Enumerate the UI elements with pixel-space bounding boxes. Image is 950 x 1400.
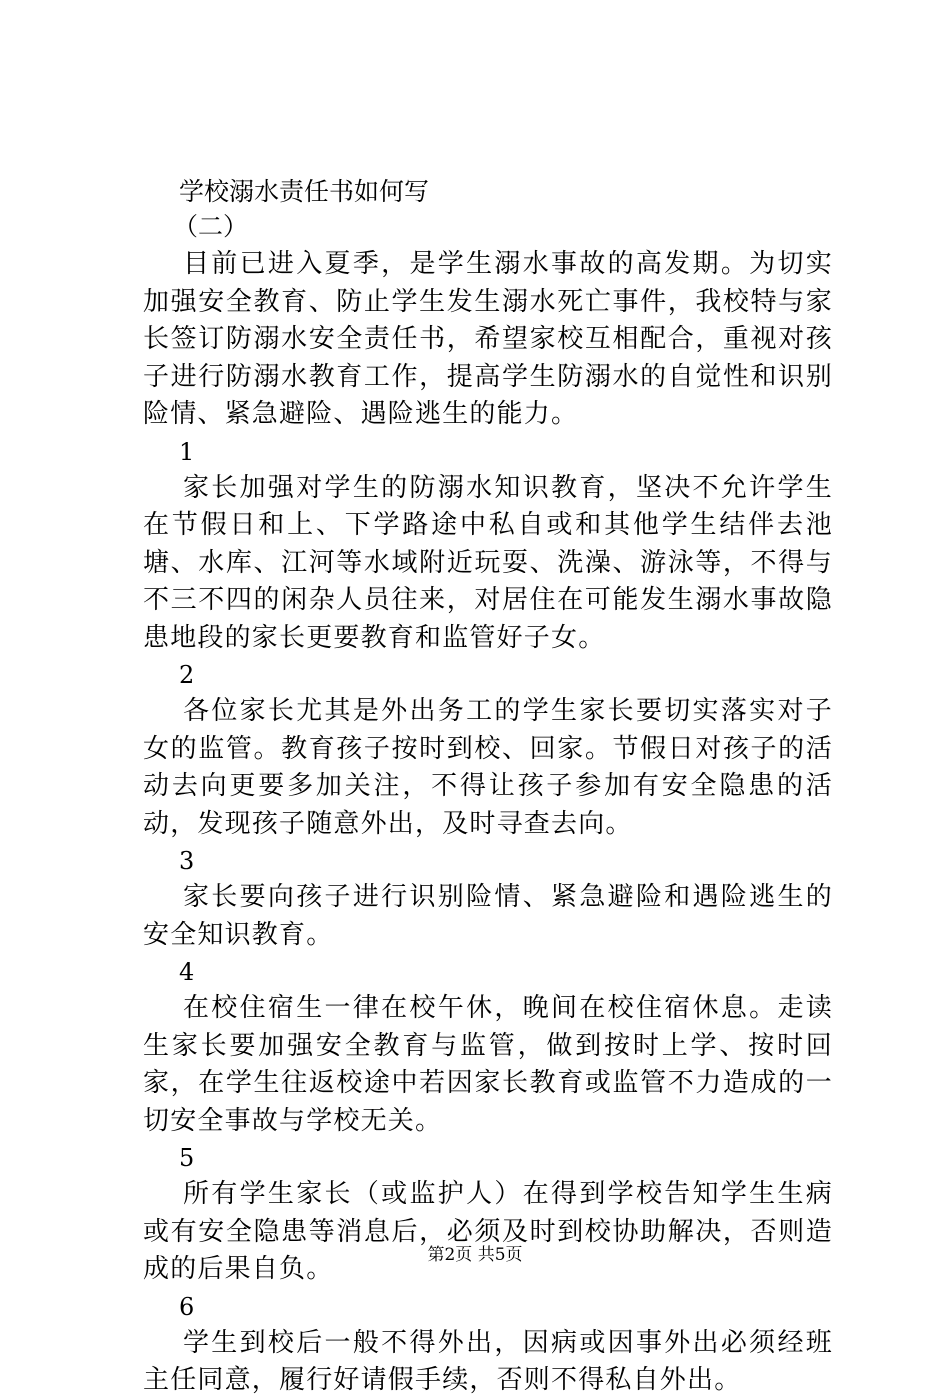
- item-paragraph: 家长要向孩子进行识别险情、紧急避险和遇险逃生的安全知识教育。: [143, 882, 833, 950]
- item-number: 3: [179, 847, 195, 875]
- item-paragraph: 各位家长尤其是外出务工的学生家长要切实落实对子女的监管。教育孩子按时到校、回家。节假日对孩子的活动去向更要多加关注，不得让孩子参加有安全隐患的活动，发现孩子随意外出，及时寻查去向。: [143, 696, 833, 839]
- item-paragraph: 学生到校后一般不得外出，因病或因事外出必须经班主任同意，履行好请假手续，否则不得私自外出。: [143, 1327, 833, 1395]
- item-number: 5: [179, 1144, 195, 1172]
- page-footer: 第2页 共5页: [427, 1245, 523, 1265]
- item-paragraph: 家长加强对学生的防溺水知识教育，坚决不允许学生在节假日和上、下学路途中私自或和其他学生结伴去池塘、水库、江河等水域附近玩耍、洗澡、游泳等，不得与不三不四的闲杂人员往来，对居住在可能发生溺水事故隐患地段的家长更要教育和监管好子女。: [143, 472, 833, 653]
- document-body: [143, 172, 833, 1400]
- item-number: 6: [179, 1292, 195, 1321]
- item-number: 4: [179, 958, 195, 986]
- item-paragraph: 所有学生家长（或监护人）在得到学校告知学生生病或有安全隐患等消息后，必须及时到校协助解决，否则造成的后果自负。: [143, 1179, 833, 1284]
- intro-paragraph: 目前已进入夏季，是学生溺水事故的高发期。为切实加强安全教育、防止学生发生溺水死亡事件，我校特与家长签订防溺水安全责任书，希望家校互相配合，重视对孩子进行防溺水教育工作，提高学生防溺水的自觉性和识别险情、紧急避险、遇险逃生的能力。: [143, 249, 833, 429]
- document-title: 学校溺水责任书如何写: [179, 177, 430, 206]
- item-number: 2: [179, 661, 195, 689]
- document-subtitle: （二）: [173, 212, 249, 241]
- item-paragraph: 在校住宿生一律在校午休，晚间在校住宿休息。走读生家长要加强安全教育与监管，做到按时上学、按时回家，在学生往返校途中若因家长教育或监管不力造成的一切安全事故与学校无关。: [143, 993, 833, 1136]
- item-number: 1: [179, 437, 195, 466]
